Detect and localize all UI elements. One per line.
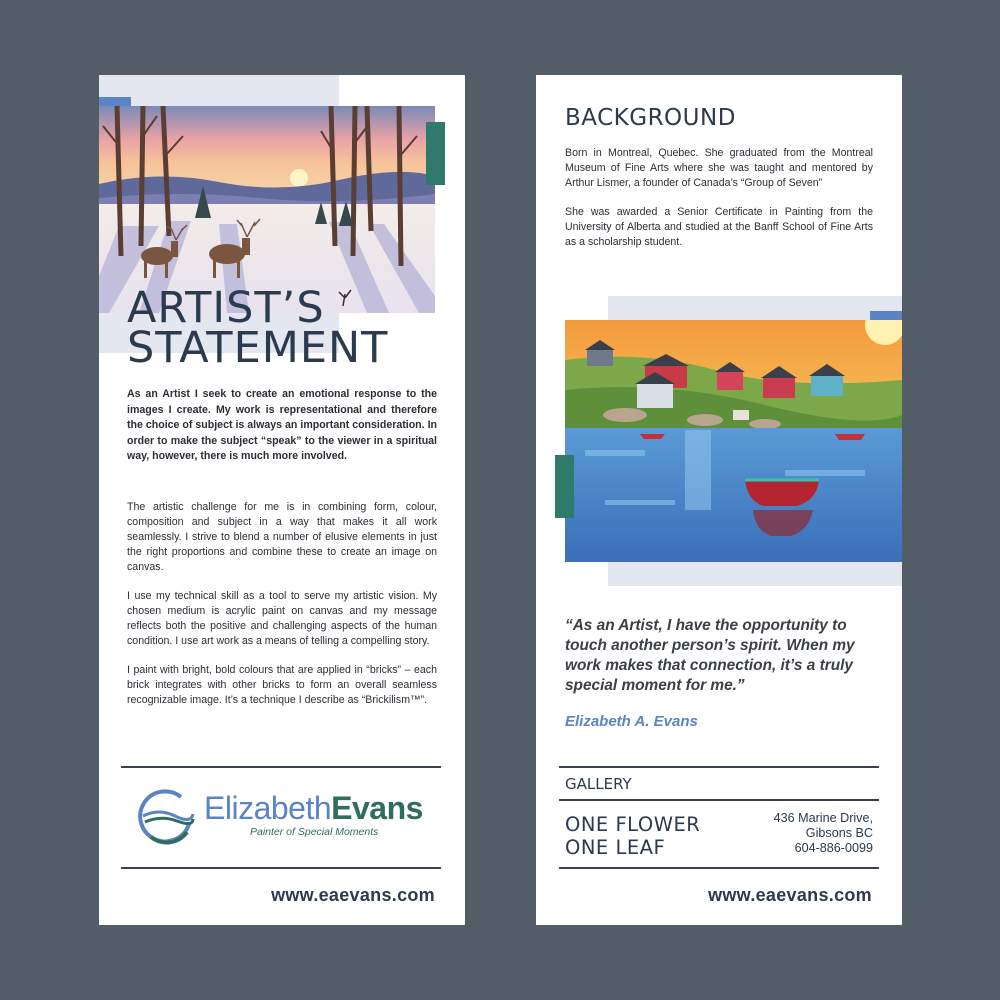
gallery-phone: 604-886-0099 xyxy=(794,841,873,855)
quote-author: Elizabeth A. Evans xyxy=(565,713,698,730)
logo-wordmark xyxy=(204,790,423,827)
logo-mark-icon xyxy=(137,788,195,846)
teal-accent-bar xyxy=(426,122,445,185)
harbour-boat-painting xyxy=(565,320,902,562)
gallery-name-line-2: ONE LEAF xyxy=(565,836,666,859)
statement-paragraph-3: I paint with bright, bold colours that are applied in “bricks” – each brick integrates with other bricks to form an overall seamless recognizable image. It’s a technique I describe as “Brickilism™”. xyxy=(127,664,437,706)
statement-paragraph-1: The artistic challenge for me is in combining form, colour, composition and subject in a way that makes it all work seamlessly. I strive to blend a number of elusive elements in just the right proportions and combine these to create an image on canvas. xyxy=(127,501,437,573)
background-paragraph-1: Born in Montreal, Quebec. She graduated from the Montreal Museum of Fine Arts where she was taught and mentored by Arthur Lismer, a founder of Canada’s “Group of Seven” xyxy=(565,147,873,189)
gallery-divider-bottom xyxy=(559,867,879,869)
background-paragraph-2: She was awarded a Senior Certificate in Painting from the University of Alberta and studied at the Banff School of Fine Arts as a scholarship student. xyxy=(565,206,873,248)
website-link[interactable]: www.eaevans.com xyxy=(708,885,872,905)
page-title xyxy=(127,283,389,373)
statement-paragraph-2: I use my technical skill as a tool to serve my artistic vision. My chosen medium is acrylic paint on canvas and my message reflects both the positive and challenging aspects of the human condition. I use art work as a means of telling a compelling story. xyxy=(127,590,437,647)
artist-quote: “As an Artist, I have the opportunity to touch another person’s spirit. When my work makes that connection, it’s a truly special moment for me.” xyxy=(565,617,855,694)
background-heading: BACKGROUND xyxy=(565,105,736,131)
divider-top xyxy=(121,766,441,768)
intro-paragraph: As an Artist I seek to create an emotional response to the images I create. My work is representational and therefore the choice of subject is always an important consideration. In order to make the subject “speak” to the viewer in a spiritual way, however, there is much more involved. xyxy=(127,388,437,462)
logo-first-name: Elizabeth xyxy=(204,790,332,826)
address-line-2: Gibsons BC xyxy=(805,826,873,840)
winter-reindeer-painting xyxy=(99,106,435,313)
artist-statement-panel xyxy=(99,75,465,925)
statement-body xyxy=(127,500,437,722)
title-line-1: ARTIST’S xyxy=(127,283,325,333)
gallery-label: GALLERY xyxy=(565,775,632,793)
title-line-2: STATEMENT xyxy=(127,323,389,373)
website-link[interactable]: www.eaevans.com xyxy=(271,885,435,905)
gallery-name-line-1: ONE FLOWER xyxy=(565,813,701,836)
gallery-address xyxy=(774,811,873,856)
teal-accent-bar xyxy=(555,455,574,518)
background-panel xyxy=(536,75,902,925)
background-body xyxy=(565,146,873,264)
address-line-1: 436 Marine Drive, xyxy=(773,811,873,825)
gallery-divider-top xyxy=(559,766,879,768)
divider-bottom xyxy=(121,867,441,869)
gallery-name xyxy=(565,813,700,859)
logo-last-name: Evans xyxy=(331,790,423,826)
gallery-divider-middle xyxy=(559,799,879,801)
logo-tagline: Painter of Special Moments xyxy=(250,826,379,838)
